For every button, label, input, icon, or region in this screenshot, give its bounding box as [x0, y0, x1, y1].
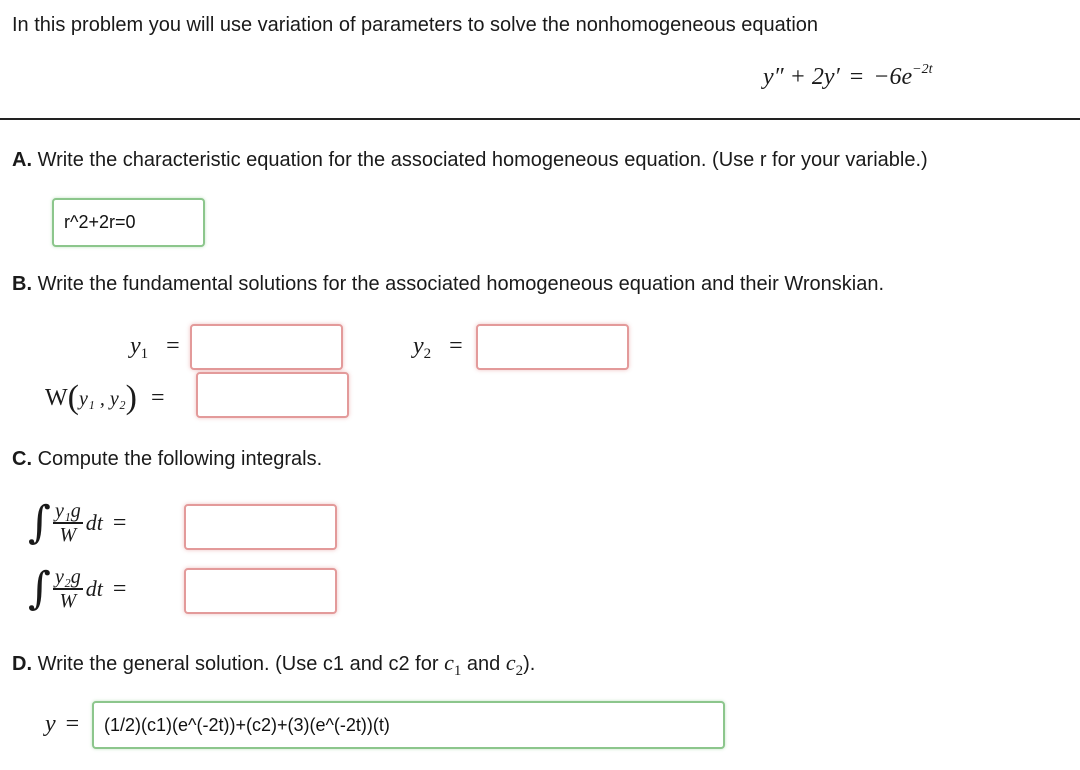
integral-2-input[interactable]	[184, 568, 337, 614]
part-c-label: C.	[12, 448, 32, 470]
problem-intro: In this problem you will use variation of parameters to solve the nonhomogeneous equation	[12, 14, 819, 36]
part-c-text: Compute the following integrals.	[37, 448, 323, 470]
part-b-label: B.	[12, 273, 32, 295]
general-solution-input[interactable]	[92, 701, 725, 749]
part-a-prompt	[12, 148, 928, 172]
characteristic-equation-input[interactable]	[52, 198, 205, 247]
integral-1-input[interactable]	[184, 504, 337, 550]
part-a-label: A.	[12, 149, 32, 171]
part-a-text: Write the characteristic equation for the associated homogeneous equation. (Use r for your variable.)	[37, 149, 928, 171]
wronskian-label: W(y₁ , y₂) =	[45, 379, 165, 416]
equation-rhs: −6e	[873, 64, 913, 90]
integral-1-expression: ∫ $\frac{\text{y₁g}}{W}$ dt =	[28, 497, 127, 548]
part-c-prompt	[12, 447, 322, 471]
equation-lhs: y″ + 2y′	[763, 64, 840, 90]
part-b-text: Write the fundamental solutions for the associated homogeneous equation and their Wronskian.	[37, 273, 885, 295]
equation-exponent: −2t	[912, 62, 933, 77]
y2-input[interactable]	[476, 324, 629, 370]
integral-sign-icon: ∫	[28, 563, 51, 614]
wronskian-input[interactable]	[196, 372, 349, 418]
integral-sign-icon: ∫	[28, 497, 51, 548]
integral-2-expression: ∫ $\frac{\text{y₂g}}{W}$ dt =	[28, 563, 127, 614]
y2-label: $y_2$ =	[413, 333, 463, 362]
equation-equals: =	[849, 64, 864, 90]
section-divider	[0, 118, 1080, 120]
part-d-text: Write the general solution. (Use c1 and c2 for	[37, 653, 445, 675]
problem-equation	[763, 64, 933, 91]
part-d-prompt: D. Write the general solution. (Use c1 and c2 for $c_1$ and $c_2$).	[12, 650, 536, 679]
y1-input[interactable]	[190, 324, 343, 370]
part-b-prompt	[12, 272, 884, 296]
part-d-label: D.	[12, 653, 32, 675]
general-solution-label: y =	[45, 711, 80, 737]
y1-label: $y_1$ =	[130, 333, 180, 362]
